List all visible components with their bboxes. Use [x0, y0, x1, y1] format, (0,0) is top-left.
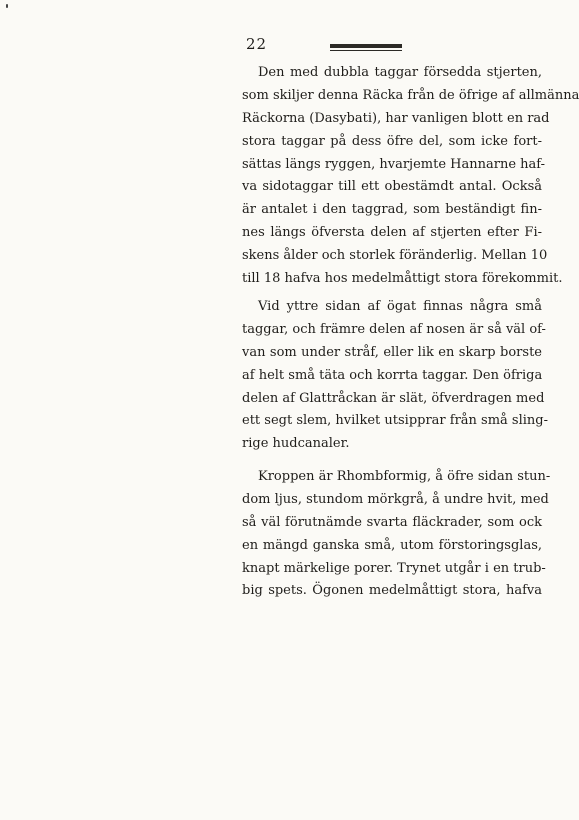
paragraph-3 [242, 466, 551, 603]
paragraph-2 [242, 296, 549, 456]
text-line: Vid yttre sidan af ögat finnas några små [258, 299, 542, 314]
text-line: skens ålder och storlek föränderlig. Mellan 10 [242, 248, 548, 264]
text-line: till 18 hafva hos medelmåttigt stora förekommit. [242, 271, 563, 287]
header-rule-thin [330, 50, 402, 51]
text-line: delen af Glattråckan är slät, öfverdragen med [242, 390, 545, 406]
text-line: va sidotaggar till ett obestämdt antal. Också [242, 179, 542, 195]
text-line: ett segt slem, hvilket utsipprar från små sling- [242, 413, 549, 429]
text-line: dom ljus, stundom mörkgrå, å undre hvit, med [242, 491, 549, 507]
text-line: som skiljer denna Räcka från de öfrige af allmänna [242, 87, 579, 103]
text-line: rige hudcanaler. [242, 436, 350, 452]
text-line: taggar, och främre delen af nosen är så väl of- [242, 321, 546, 337]
text-line: sättas längs ryggen, hvarjemte Hannarne haf- [242, 156, 546, 172]
ink-mark [6, 4, 8, 8]
text-line: af helt små täta och korrta taggar. Den öfriga [242, 367, 543, 383]
text-line: nes längs öfversta delen af stjerten efter Fi- [242, 225, 542, 241]
text-line: Den med dubbla taggar försedda stjerten, [258, 65, 542, 80]
page-number: 22 [246, 35, 268, 53]
text-line: van som under stråf, eller lik en skarp borste [242, 344, 542, 360]
text-line: så väl förutnämde svarta fläckrader, som ock [242, 514, 542, 530]
header-rule [330, 44, 402, 48]
text-line: big spets. Ögonen medelmåttigt stora, hafva [242, 583, 542, 599]
text-line: knapt märkelige porer. Trynet utgår i en trub- [242, 560, 546, 576]
text-line: en mängd ganska små, utom förstoringsglas, [242, 537, 542, 553]
page-header [246, 36, 446, 56]
text-line: stora taggar på dess öfre del, som icke fort- [242, 133, 542, 149]
paragraph-1 [242, 62, 579, 291]
text-line: Kroppen är Rhombformig, å öfre sidan stun- [258, 469, 551, 484]
text-line: Räckorna (Dasybati), har vanligen blott en rad [242, 110, 550, 126]
text-line: är antalet i den taggrad, som beständigt fin- [242, 202, 542, 218]
